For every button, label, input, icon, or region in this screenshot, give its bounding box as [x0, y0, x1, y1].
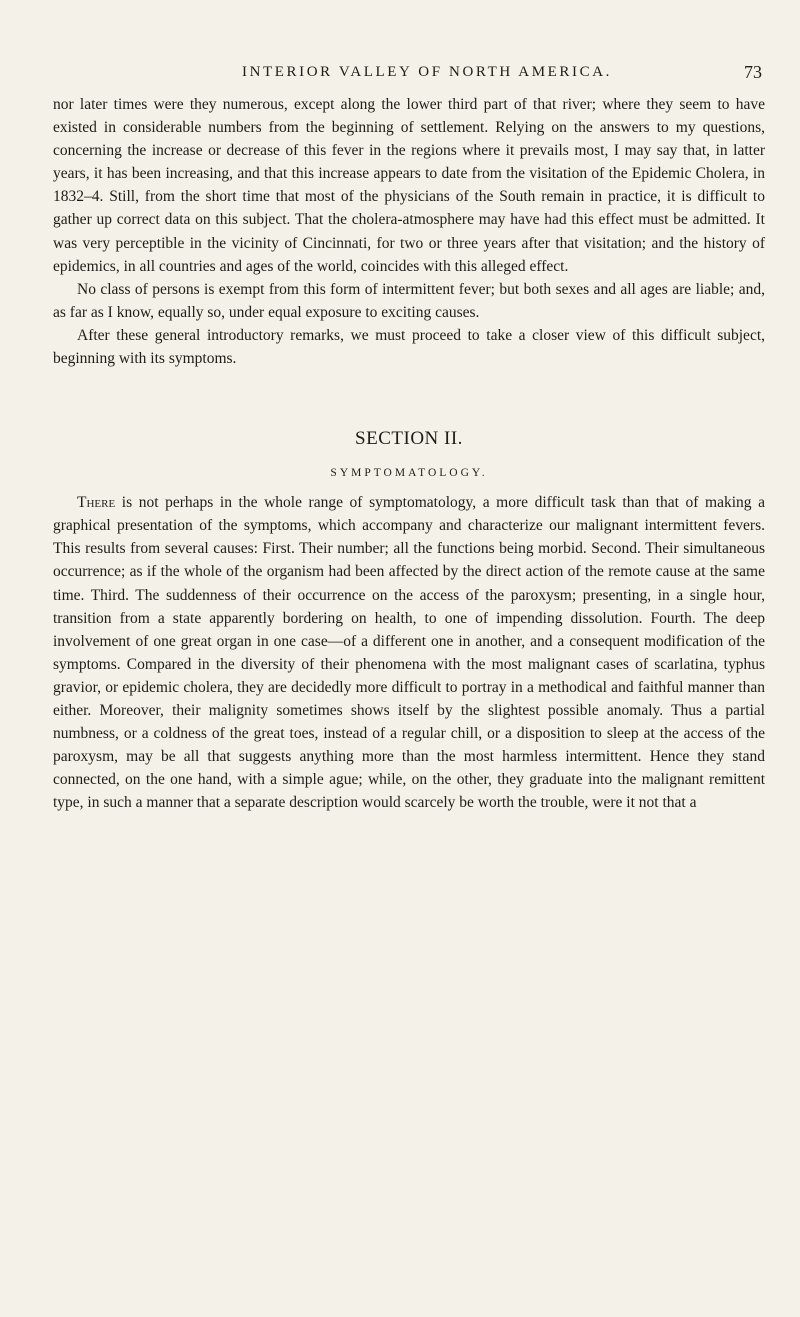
page-number: 73 — [744, 62, 762, 82]
paragraph-symptomatology-text: is not perhaps in the whole range of symptomatology, a more difficult task than that of making a graphical presentation of the symptoms, which accompany and characterize our malignant intermittent fevers. This results from several causes: First. Their number; all the functions being morbid. Second. Their simultaneous occurrence; as if the whole of the organism had been affected by the direct action of the remote cause at the same time. Third. The suddenness of their occurrence on the access of the paroxysm; presenting, in a single hour, transition from a state apparently bordering on health, to one of impending dissolution. Fourth. The deep involvement of one great organ in one case—of a different one in another, and a consequent modification of the symptoms. Compared in the diversity of their phenomena with the most malignant cases of scarlatina, typhus gravior, or epidemic cholera, they are decidedly more difficult to portray in a methodical and faithful manner than either. Moreover, their malignity sometimes shows itself by the slightest possible anomaly. Thus a partial numbness, or a coldness of the great toes, instead of a regular chill, or a disposition to sleep at the access of the paroxysm, may be all that suggests anything more than the most harmless intermittent. Hence they stand connected, on the one hand, with a simple ague; while, on the other, they graduate into the malignant remittent type, in such a manner that a separate description would scarcely be worth the trouble, were it not that a — [53, 494, 766, 812]
running-head — [92, 62, 762, 86]
section-heading: SECTION II. — [355, 428, 463, 450]
paragraph-transition: After these general introductory remarks, we must proceed to take a closer view of this difficult subject, beginning with its symptoms. — [53, 326, 765, 368]
running-title: INTERIOR VALLEY OF NORTH AMERICA. — [241, 64, 613, 80]
paragraph-symptomatology — [53, 491, 765, 814]
paragraph-exemption: No class of persons is exempt from this form of intermittent fever; but both sexes and all ages are liable; and, as far as I know, equally so, under equal exposure to exciting causes. — [53, 280, 765, 321]
paragraph-continued: nor later times were they numerous, except along the lower third part of that river; where they seem to have existed in considerable numbers from the beginning of settlement. Relying on the answers to my questions, concerning the increase or decrease of this fever in the regions where it prevails most, I may say that, in latter years, it has been increasing, and that this increase appears to date from the visitation of the Epidemic Cholera, in 1832–4. Still, from the short time that most of the physicians of the South remain in practice, it is difficult to gather up correct data on this subject. That the cholera-atmosphere may have had this effect must be admitted. It was very perceptible in the vicinity of Cincinnati, for two or three years after that visitation; and the history of epidemics, in all countries and ages of the world, coincides with this alleged effect. — [53, 96, 765, 275]
section-subheading: SYMPTOMATOLOGY. — [330, 467, 488, 480]
lead-word: There — [77, 494, 116, 512]
page-body — [53, 93, 765, 814]
